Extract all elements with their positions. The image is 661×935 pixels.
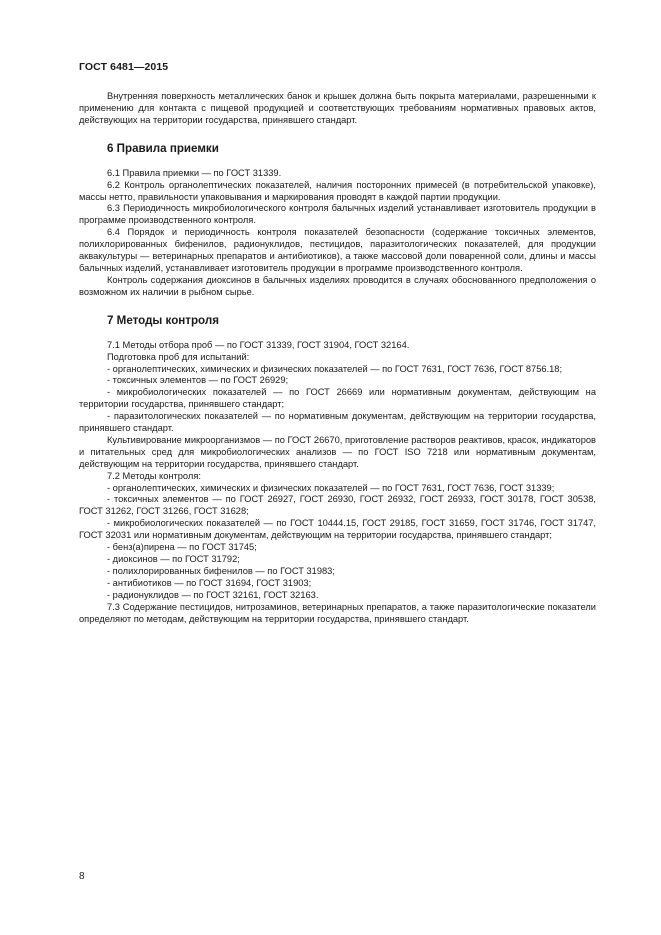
intro-paragraph: Внутренняя поверхность металлических банок и крышек должна быть покрыта материалами, разрешенными к применению для контакта с пищевой продукцией и соответствующих требованиям нормативных правовых актов, действующих на территории государства, принявшего стандарт. xyxy=(79,91,596,125)
section-7-list-item: - микробиологических показателей — по ГОСТ 26669 или нормативным документам, действующим на территории государства, принявшего стандарт; xyxy=(79,387,596,410)
section-7-paragraph: Культивирование микроорганизмов — по ГОСТ 26670, приготовление растворов реактивов, красок, индикаторов и питательных сред для микробиологических анализов — по ГОСТ ISO 7218 или нормативным документам, действующим на территории государства, принявшего стандарт. xyxy=(79,434,596,469)
section-6-paragraph: Контроль содержания диоксинов в балычных изделиях проводится в случаях обоснованного предположения о возможном их наличии в рыбном сырье. xyxy=(79,274,596,297)
section-7-list-item: - диоксинов — по ГОСТ 31792; xyxy=(107,554,240,564)
section-7-list-item: - радионуклидов — по ГОСТ 32161, ГОСТ 32163. xyxy=(107,589,319,600)
section-7-paragraph: 7.3 Содержание пестицидов, нитрозаминов, ветеринарных препаратов, а также паразитологические показатели определяют по методам, действующим на территории государства, принявшего стандарт. xyxy=(79,601,596,624)
section-7-list-item: - органолептических, химических и физических показателей — по ГОСТ 7631, ГОСТ 7636, ГОСТ 31339; xyxy=(107,482,555,493)
section-6-paragraph: 6.1 Правила приемки — по ГОСТ 31339. xyxy=(107,167,282,178)
section-7-title: 7 Методы контроля xyxy=(107,313,219,327)
section-7-list-item: - микробиологических показателей — по ГОСТ 10444.15, ГОСТ 29185, ГОСТ 31659, ГОСТ 31746, ГОСТ 31747, ГОСТ 32031 или нормативным документам, действующим на территории государства, принявшего стандарт; xyxy=(79,518,596,541)
section-7-list-item: - органолептических, химических и физических показателей — по ГОСТ 7631, ГОСТ 7636, ГОСТ 8756.18; xyxy=(107,363,563,374)
section-7-list-item: - полихлорированных бифенилов — по ГОСТ 31983; xyxy=(107,565,335,576)
section-6-paragraph: 6.2 Контроль органолептических показателей, наличия посторонних примесей (в потребительской упаковке), массы нетто, правильности упаковывания и маркирования проводят в каждой партии продукции. xyxy=(79,179,596,202)
section-6-paragraph: 6.3 Периодичность микробиологического контроля балычных изделий устанавливает изготовитель продукции в программе производственного контроля. xyxy=(79,203,596,226)
document-header: ГОСТ 6481—2015 xyxy=(79,61,169,73)
page-number: 8 xyxy=(79,871,85,882)
section-6-title: 6 Правила приемки xyxy=(107,141,219,155)
section-6-paragraph: 6.4 Порядок и периодичность контроля показателей безопасности (содержание токсичных элементов, полихлорированных бифенилов, радионуклидов, пестицидов, паразитологических показателей, для продукции аквакультуры — ветеринарных препаратов и антибиотиков), а также массовой доли поваренной соли, длины и массы балычных изделий, устанавливает изготовитель продукции в программе производственного контроля. xyxy=(79,227,596,273)
section-7-paragraph: 7.1 Методы отбора проб — по ГОСТ 31339, ГОСТ 31904, ГОСТ 32164. xyxy=(107,339,410,350)
section-7-list-item: - паразитологических показателей — по нормативным документам, действующим на территории государства, принявшего стандарт. xyxy=(79,411,596,434)
section-7-paragraph: Подготовка проб для испытаний: xyxy=(107,351,250,362)
section-7-paragraph: 7.2 Методы контроля: xyxy=(107,470,201,481)
document-body xyxy=(79,91,596,625)
section-7-list-item: - токсичных элементов — по ГОСТ 26927, ГОСТ 26930, ГОСТ 26932, ГОСТ 26933, ГОСТ 30178, ГОСТ 30538, ГОСТ 31262, ГОСТ 31266, ГОСТ 31628; xyxy=(79,494,596,517)
section-7-list-item: - антибиотиков — по ГОСТ 31694, ГОСТ 31903; xyxy=(107,577,312,588)
section-7-list-item: - токсичных элементов — по ГОСТ 26929; xyxy=(107,375,289,386)
section-7-list-item: - бенз(а)пирена — по ГОСТ 31745; xyxy=(107,542,257,553)
